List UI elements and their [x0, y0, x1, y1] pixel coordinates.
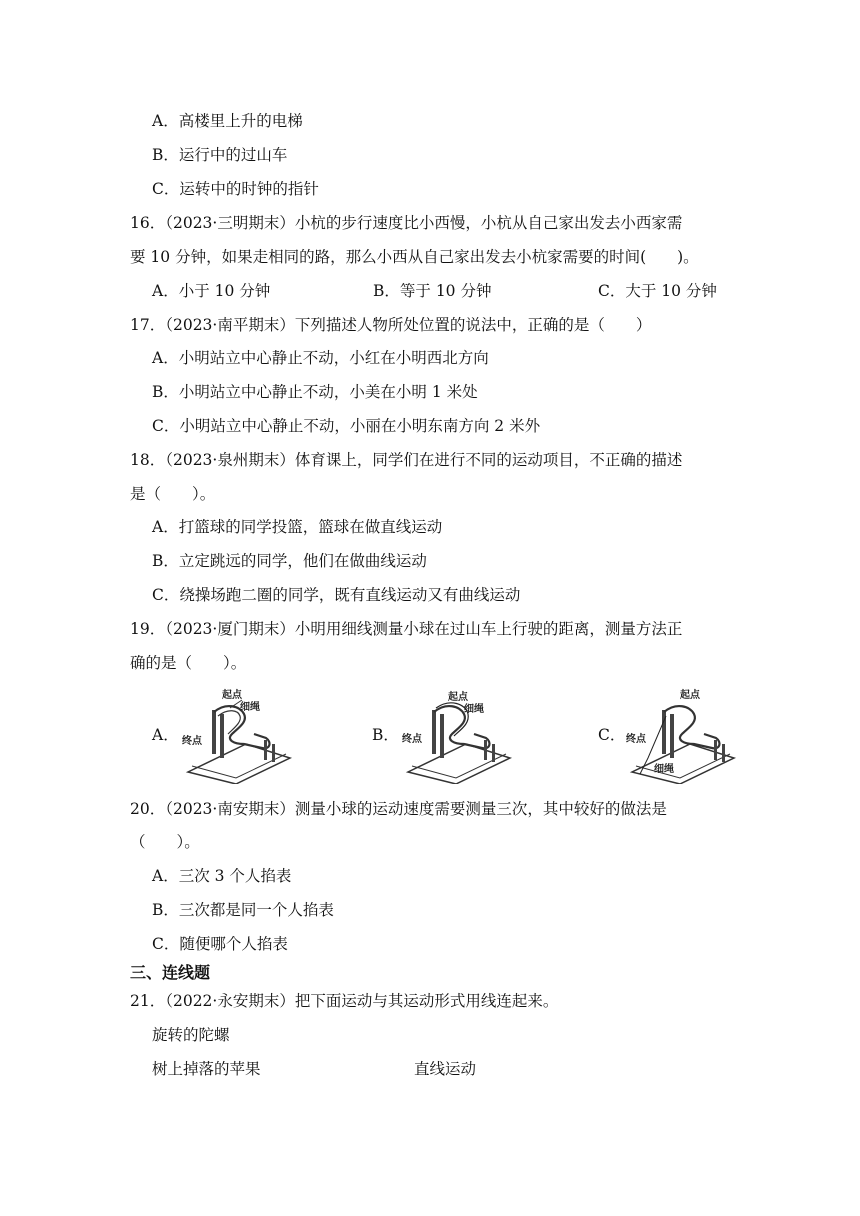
- q15-option-b: B．运行中的过山车: [152, 146, 288, 164]
- q20-option-a: A．三次 3 个人掐表: [152, 867, 292, 885]
- start-label-c: 起点: [680, 690, 700, 701]
- q17-stem: 17．（2023·南平期末）下列描述人物所处位置的说法中，正确的是（ ）: [130, 316, 652, 334]
- q19-stem-line1: 19．（2023·厦门期末）小明用细线测量小球在过山车上行驶的距离，测量方法正: [130, 620, 683, 638]
- end-label-c: 终点: [626, 734, 646, 745]
- q19-option-c-label: C．: [598, 726, 626, 744]
- q18-option-a: A．打篮球的同学投篮，篮球在做直线运动: [152, 518, 443, 536]
- q16-option-a: A．小于 10 分钟: [152, 282, 271, 300]
- q21-left-item-1: 旋转的陀螺: [152, 1026, 230, 1044]
- section-heading: 三、连线题: [130, 963, 211, 982]
- q21-right-item-1: 直线运动: [414, 1060, 477, 1078]
- q16-stem-line1: 16．（2023·三明期末）小杭的步行速度比小西慢，小杭从自己家出发去小西家需: [130, 214, 683, 232]
- roller-coaster-a-illustration: [182, 688, 294, 784]
- rope-label-a: 细绳: [240, 702, 260, 713]
- roller-coaster-c-illustration: [626, 688, 738, 784]
- q20-stem-line2: （ ）。: [130, 833, 200, 851]
- q16-stem-line2: 要 10 分钟，如果走相同的路，那么小西从自己家出发去小杭家需要的时间( )。: [130, 248, 699, 266]
- q15-option-c: C．运转中的时钟的指针: [152, 180, 319, 198]
- q20-option-b: B．三次都是同一个人掐表: [152, 901, 334, 919]
- q17-option-b: B．小明站立中心静止不动，小美在小明 1 米处: [152, 383, 478, 401]
- q21-stem: 21．（2022·永安期末）把下面运动与其运动形式用线连起来。: [130, 992, 559, 1010]
- q19-option-a-label: A．: [152, 726, 179, 744]
- q21-left-item-2: 树上掉落的苹果: [152, 1060, 261, 1078]
- roller-coaster-b-illustration: [402, 688, 514, 784]
- q17-option-a: A．小明站立中心静止不动，小红在小明西北方向: [152, 349, 489, 367]
- q20-stem-line1: 20．（2023·南安期末）测量小球的运动速度需要测量三次，其中较好的做法是: [130, 800, 667, 818]
- q16-option-b: B．等于 10 分钟: [373, 282, 492, 300]
- q20-option-c: C．随便哪个人掐表: [152, 935, 288, 953]
- q19-option-c-image: [626, 688, 738, 784]
- q18-stem-line1: 18．（2023·泉州期末）体育课上，同学们在进行不同的运动项目，不正确的描述: [130, 451, 683, 469]
- q19-option-b-label: B．: [372, 726, 399, 744]
- rope-label-c: 细绳: [654, 764, 674, 775]
- q18-stem-line2: 是（ ）。: [130, 485, 216, 503]
- q19-stem-line2: 确的是（ ）。: [130, 654, 247, 672]
- end-label-b: 终点: [402, 734, 422, 745]
- q16-option-c: C．大于 10 分钟: [598, 282, 717, 300]
- q18-option-b: B．立定跳远的同学，他们在做曲线运动: [152, 552, 427, 570]
- end-label-a: 终点: [182, 736, 202, 747]
- q15-option-a: A．高楼里上升的电梯: [152, 112, 303, 130]
- q17-option-c: C．小明站立中心静止不动，小丽在小明东南方向 2 米外: [152, 417, 541, 435]
- start-label-a: 起点: [222, 690, 242, 701]
- q19-option-b-image: [402, 688, 514, 784]
- q19-option-a-image: [182, 688, 294, 784]
- rope-label-b: 细绳: [464, 704, 484, 715]
- q19-image-options: [150, 688, 740, 784]
- start-label-b: 起点: [448, 692, 468, 703]
- q18-option-c: C．绕操场跑二圈的同学，既有直线运动又有曲线运动: [152, 586, 521, 604]
